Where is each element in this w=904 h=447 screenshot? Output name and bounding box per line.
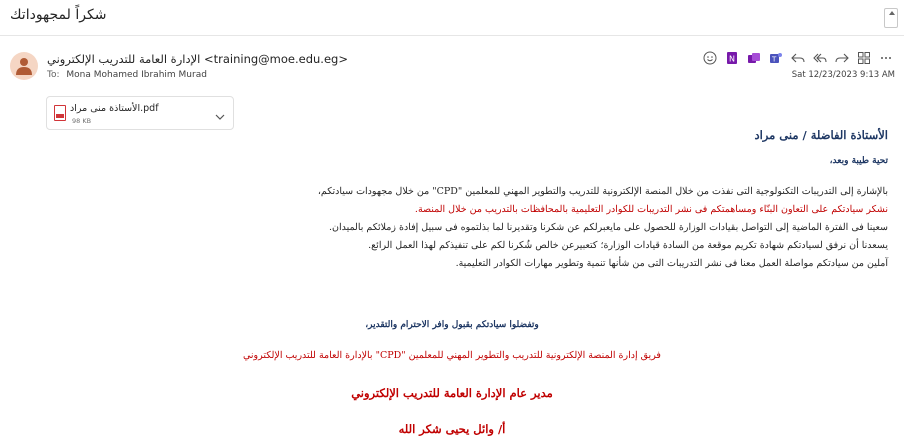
person-icon [16,57,32,75]
closing-line: وتفضلوا سيادتكم بقبول وافر الاحترام والتقدير، [365,320,539,330]
body-paragraph: آملين من سيادتكم مواصلة العمل معنا فى نشر التدريبات التى من شأنها تنمية وتطوير مهارات الكوادر التعليمية. [455,258,888,269]
body-paragraph: يسعدنا أن نرفق لسيادتكم شهادة تكريم موقعة من السادة قيادات الوزارة؛ كتعبيرعن خالص شُكرنا لكم على تنفيذكم لهذا العمل الرائع. [368,240,888,251]
manager-title: مدير عام الإدارة العامة للتدريب الإلكتروني [351,386,553,400]
body-paragraph: نشكر سيادتكم على التعاون البنّاء ومساهمتكم فى نشر التدريبات للكوادر التعليمية بالمحافظات بالتدريب من خلال المنصة. [414,204,888,215]
more-icon[interactable] [876,48,896,68]
teams-icon[interactable] [766,48,786,68]
body-paragraph: سعينا فى الفترة الماضية إلى التواصل بقيادات الوزارة للحصول على مايعبرلكم عن شكرنا وتقديرنا لما بذلتموه فى سبيل إفادة زملائكم بالميدان. [328,222,888,233]
reply-all-icon[interactable] [810,48,830,68]
recipients-line [47,70,207,80]
onenote-icon[interactable] [722,48,742,68]
grid-icon[interactable] [854,48,874,68]
svg-text:N: N [729,54,735,64]
signer-name: أ/ وائل يحيى شكر الله [398,422,506,436]
to-label: To: [47,70,60,80]
recipient-name[interactable]: Mona Mohamed Ibrahim Murad [66,70,207,80]
forward-icon[interactable] [832,48,852,68]
sender-name[interactable]: الإدارة العامة للتدريب الإلكتروني [47,52,201,66]
message-body [0,122,904,447]
sender-line[interactable] [47,52,348,66]
attachment-size: 98 KB [72,117,92,125]
svg-text:T: T [772,55,777,64]
body-paragraph: بالإشارة إلى التدريبات التكنولوجية التى نفذت من خلال المنصة الإلكترونية للتدريب والتطوير المهني للمعلمين "CPD" من خلال مجهودات سيادتكم، [317,186,888,197]
greeting: الأستاذة الفاضلة / منى مراد [754,128,888,142]
attachment-filename[interactable]: الأستاذة منى مراد.pdf [70,103,159,114]
sender-email[interactable]: <training@moe.edu.eg> [203,52,348,66]
avatar[interactable] [10,52,38,80]
emoji-icon[interactable] [700,48,720,68]
pdf-icon [54,105,66,121]
forward-apps-icon[interactable] [744,48,764,68]
scroll-up-icon[interactable] [884,8,898,28]
subject-bar [0,0,904,36]
message-actions [698,48,896,68]
team-signature: فريق إدارة المنصة الإلكترونية للتدريب والتطوير المهني للمعلمين "CPD" بالإدارة العامة للتدريب الإلكتروني [243,350,661,361]
sent-timestamp: Sat 12/23/2023 9:13 AM [791,70,895,80]
reply-icon[interactable] [788,48,808,68]
salutation: تحية طيبة وبعد، [829,156,888,166]
email-subject: شكراً لمجهوداتك [10,7,107,23]
